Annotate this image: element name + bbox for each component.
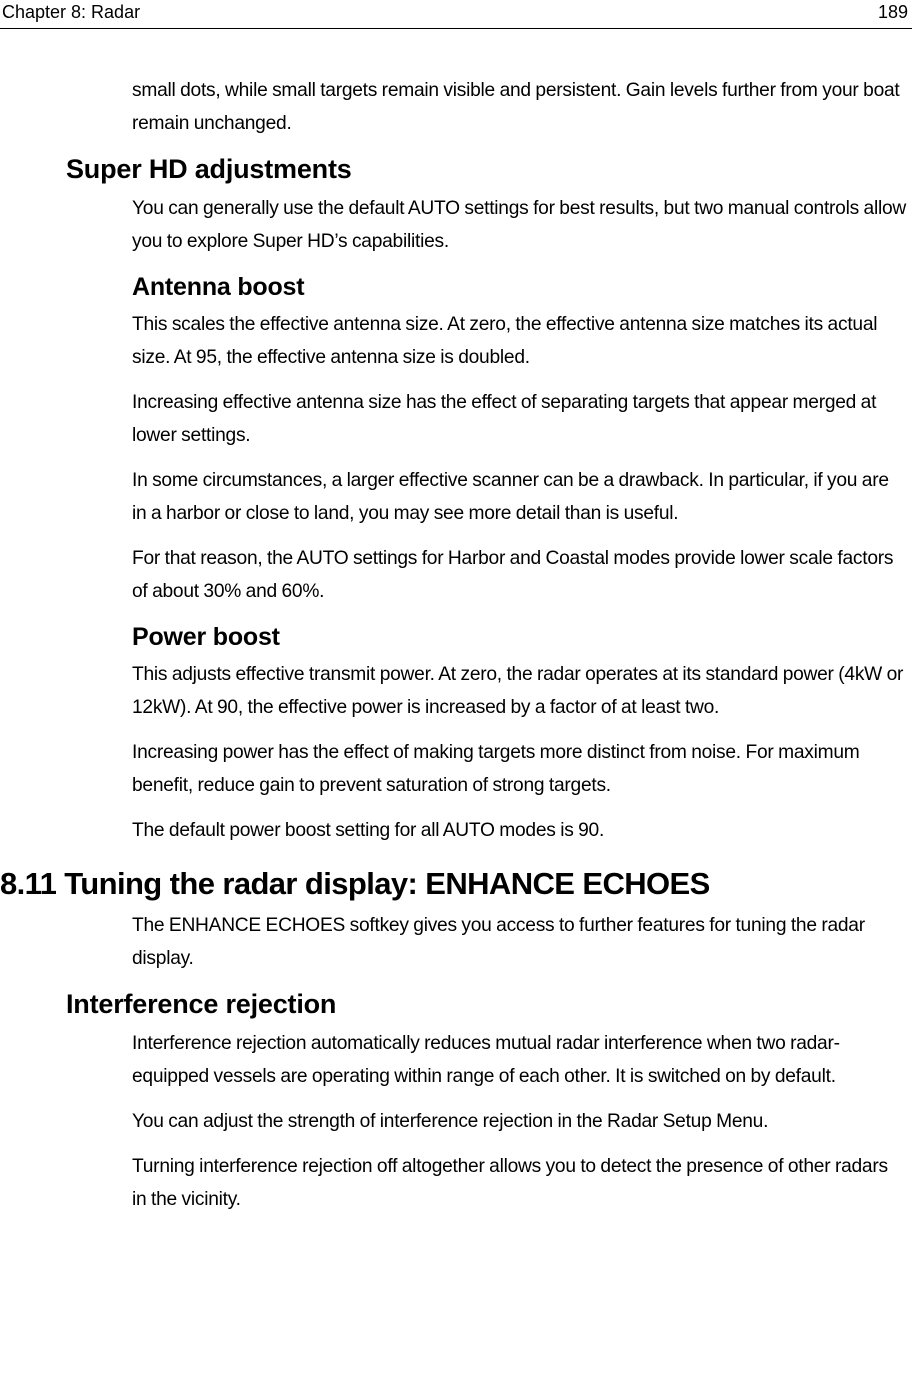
heading-8-11-enhance-echoes: 8.11 Tuning the radar display: ENHANCE ECHOES	[0, 866, 710, 901]
heading-super-hd-adjustments: Super HD adjustments	[66, 154, 352, 184]
paragraph-antenna-boost-auto: For that reason, the AUTO settings for Harbor and Coastal modes provide lower scale factors of about 30% and 60%.	[132, 548, 894, 602]
heading-interference-rejection: Interference rejection	[66, 989, 337, 1019]
page-number: 189	[877, 2, 908, 22]
paragraph-antenna-boost-effect: Increasing effective antenna size has the effect of separating targets that appear merged at lower settings.	[132, 392, 877, 446]
paragraph-gain-continued: small dots, while small targets remain visible and persistent. Gain levels further from your boat remain unchanged.	[132, 80, 900, 134]
page-content	[0, 74, 912, 1228]
heading-antenna-boost: Antenna boost	[132, 273, 305, 301]
heading-power-boost: Power boost	[132, 623, 280, 651]
paragraph-interference-off: Turning interference rejection off altogether allows you to detect the presence of other radars in the vicinity.	[132, 1156, 888, 1210]
paragraph-enhance-echoes-intro: The ENHANCE ECHOES softkey gives you access to further features for tuning the radar display.	[132, 915, 865, 969]
paragraph-antenna-boost-scale: This scales the effective antenna size. At zero, the effective antenna size matches its actual size. At 95, the effective antenna size is doubled.	[132, 314, 878, 368]
paragraph-antenna-boost-drawback: In some circumstances, a larger effective scanner can be a drawback. In particular, if you are in a harbor or close to land, you may see more detail than is useful.	[132, 470, 889, 524]
paragraph-interference-adjust: You can adjust the strength of interference rejection in the Radar Setup Menu.	[132, 1111, 769, 1132]
paragraph-super-hd-intro: You can generally use the default AUTO settings for best results, but two manual controls allow you to explore Super HD’s capabilities.	[132, 198, 907, 252]
paragraph-power-boost-adjust: This adjusts effective transmit power. At zero, the radar operates at its standard power (4kW or 12kW). At 90, the effective power is increased by a factor of at least two.	[132, 664, 904, 718]
paragraph-power-boost-default: The default power boost setting for all AUTO modes is 90.	[132, 820, 605, 841]
running-header	[0, 0, 912, 29]
paragraph-power-boost-effect: Increasing power has the effect of making targets more distinct from noise. For maximum benefit, reduce gain to prevent saturation of strong targets.	[132, 742, 860, 796]
paragraph-interference-auto: Interference rejection automatically reduces mutual radar interference when two radar-equipped vessels are operating within range of each other. It is switched on by default.	[132, 1033, 840, 1087]
chapter-title: Chapter 8: Radar	[2, 2, 141, 22]
